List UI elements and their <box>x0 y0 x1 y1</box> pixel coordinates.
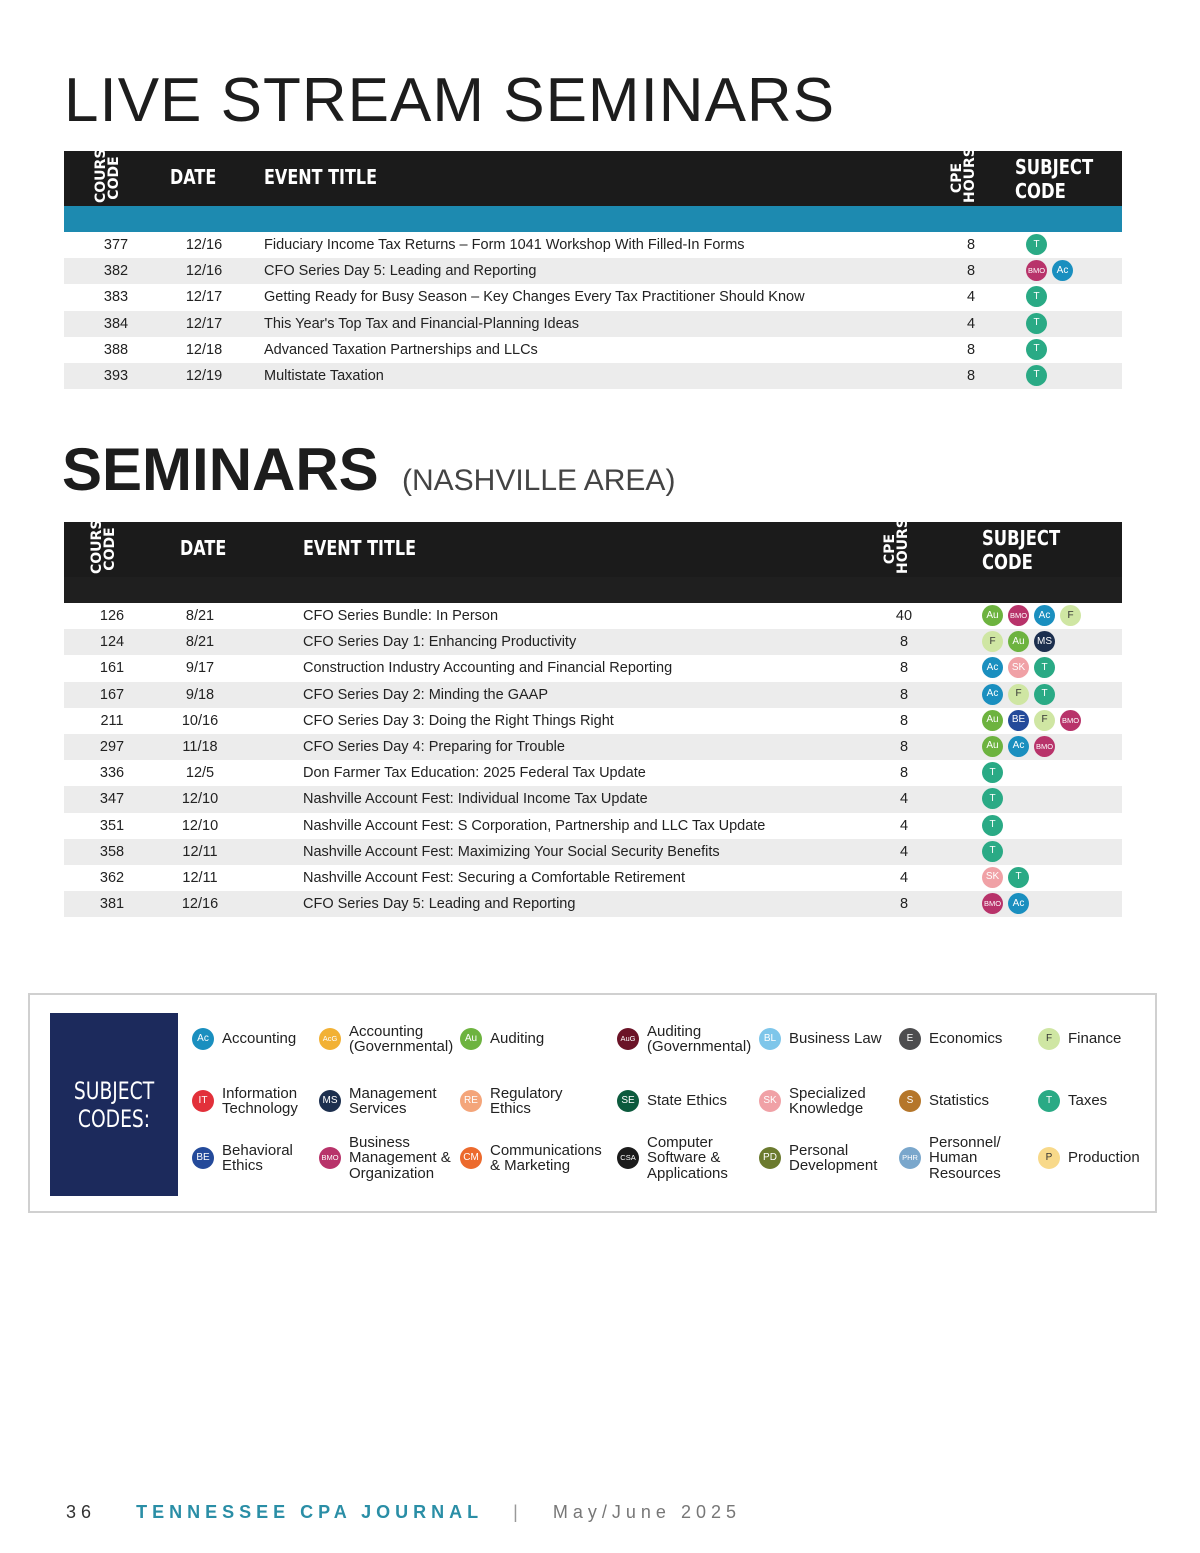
subject-badge-t-icon: T <box>1026 286 1047 307</box>
subject-badge-t-icon: T <box>1038 1090 1060 1112</box>
issue-date: May/June 2025 <box>552 1502 741 1522</box>
cpe-hours-cell: 8 <box>966 237 976 253</box>
subject-badge-bmo-icon: BMO <box>1008 605 1029 626</box>
event-title-cell: Getting Ready for Busy Season – Key Changes Every Tax Practitioner Should Know <box>264 289 805 306</box>
journal-name: TENNESSEE CPA JOURNAL <box>136 1502 484 1522</box>
live-stream-table <box>64 139 1122 389</box>
cpe-hours-cell: 8 <box>899 634 909 651</box>
legend-label: Specialized Knowledge <box>789 1084 866 1117</box>
subject-badge-ms-icon: MS <box>1034 631 1055 652</box>
page-number: 36 <box>66 1502 97 1522</box>
event-title-cell: Multistate Taxation <box>264 367 384 384</box>
footer-separator: | <box>513 1502 523 1522</box>
course-code-cell: 126 <box>99 608 125 624</box>
subject-badge-f-icon: F <box>982 631 1003 652</box>
subject-codes-heading: SUBJECT CODES: <box>73 1076 155 1133</box>
subject-badge-ms-icon: MS <box>319 1090 341 1112</box>
subject-code-cell <box>1026 286 1047 307</box>
event-title-cell: CFO Series Day 2: Minding the GAAP <box>303 686 548 703</box>
subject-badge-ac-icon: Ac <box>982 657 1003 678</box>
legend-label: Economics <box>929 1030 1003 1048</box>
subject-badge-s-icon: S <box>899 1090 921 1112</box>
date-cell: 12/5 <box>185 765 215 782</box>
legend-label: Personal Development <box>789 1141 878 1174</box>
date-cell: 9/18 <box>185 686 215 703</box>
subject-badge-t-icon: T <box>982 815 1003 836</box>
cpe-hours-cell: 8 <box>966 263 976 280</box>
date-cell: 10/16 <box>181 712 219 729</box>
subject-badge-au-icon: Au <box>1008 631 1029 652</box>
cpe-hours-cell: 4 <box>966 289 976 306</box>
subject-code-cell <box>982 788 1003 809</box>
seminars-subtitle: (NASHVILLE AREA) <box>402 464 676 497</box>
course-code-cell: 167 <box>99 686 125 703</box>
legend-item-e <box>899 1019 1002 1059</box>
legend-item-it <box>192 1081 334 1121</box>
legend-label: Production <box>1068 1149 1140 1167</box>
subject-code-cell <box>982 841 1003 862</box>
course-code-cell: 351 <box>99 817 125 834</box>
table-row <box>64 284 1122 310</box>
subject-badge-bmo-icon: BMO <box>1060 710 1081 731</box>
date-cell: 12/16 <box>181 896 219 913</box>
date-cell: 12/10 <box>181 817 219 834</box>
subject-badge-t-icon: T <box>1026 313 1047 334</box>
cpe-hours-cell: 4 <box>966 315 976 332</box>
legend-item-t <box>1038 1081 1107 1121</box>
subject-badge-bmo-icon: BMO <box>319 1147 341 1169</box>
legend-label: Regulatory Ethics <box>490 1084 563 1117</box>
table-row <box>64 682 1122 708</box>
date-cell: 9/17 <box>185 660 215 677</box>
subject-badge-t-icon: T <box>982 788 1003 809</box>
subject-badge-p-icon: P <box>1038 1147 1060 1169</box>
subject-code-cell <box>1026 234 1047 255</box>
legend-label: Finance <box>1068 1030 1122 1048</box>
live-stream-title: LIVE STREAM SEMINARS <box>64 66 836 135</box>
table-row <box>64 603 1122 629</box>
subject-badge-t-icon: T <box>1026 339 1047 360</box>
cpe-hours-cell: 4 <box>899 791 909 808</box>
table-row <box>64 337 1122 363</box>
subject-code-cell <box>982 631 1055 652</box>
cpe-hours-cell: 8 <box>899 660 909 677</box>
subject-badge-it-icon: IT <box>192 1090 214 1112</box>
date-cell: 12/10 <box>181 791 219 808</box>
cpe-hours-cell: 8 <box>966 341 976 358</box>
table-row <box>64 232 1122 258</box>
table-row <box>64 708 1122 734</box>
subject-code-cell <box>982 710 1081 731</box>
legend-item-acg <box>319 1019 461 1059</box>
subject-badge-be-icon: BE <box>1008 710 1029 731</box>
course-code-cell: 382 <box>103 263 129 280</box>
course-code-cell: 336 <box>99 765 125 782</box>
cpe-hours-cell: 8 <box>899 738 909 755</box>
subject-badge-ac-icon: Ac <box>1008 893 1029 914</box>
subject-badge-ac-icon: Ac <box>192 1028 214 1050</box>
legend-label: Business Law <box>789 1030 882 1048</box>
course-code-cell: 381 <box>99 896 125 913</box>
subject-code-cell <box>982 815 1003 836</box>
subject-badge-acg-icon: AcG <box>319 1028 341 1050</box>
table-band <box>64 577 1122 603</box>
table-row <box>64 839 1122 865</box>
table-row <box>64 786 1122 812</box>
cpe-hours-cell: 4 <box>899 817 909 834</box>
table-row <box>64 629 1122 655</box>
course-code-header: COURSE CODE <box>93 139 122 203</box>
cpe-hours-cell: 8 <box>899 896 909 913</box>
subject-code-header: SUBJECT CODE <box>1015 155 1094 203</box>
date-cell: 12/11 <box>182 843 218 860</box>
legend-label: Statistics <box>929 1092 990 1110</box>
table-band <box>64 206 1122 232</box>
legend-label: Communications & Marketing <box>490 1141 602 1174</box>
table-row <box>64 258 1122 284</box>
date-cell: 8/21 <box>185 634 215 651</box>
subject-badge-t-icon: T <box>1034 657 1055 678</box>
subject-badge-e-icon: E <box>899 1028 921 1050</box>
subject-badge-aug-icon: AuG <box>617 1028 639 1050</box>
legend-item-s <box>899 1081 989 1121</box>
event-title-cell: CFO Series Day 4: Preparing for Trouble <box>303 738 565 755</box>
date-cell: 12/18 <box>185 341 223 358</box>
subject-badge-au-icon: Au <box>460 1028 482 1050</box>
legend-label: Auditing (Governmental) <box>647 1022 752 1055</box>
event-title-cell: Advanced Taxation Partnerships and LLCs <box>264 341 538 358</box>
live-stream-rows <box>64 232 1122 389</box>
course-code-cell: 297 <box>99 738 125 755</box>
legend-label: Accounting (Governmental) <box>349 1022 454 1055</box>
legend-item-p <box>1038 1138 1140 1178</box>
legend-item-pd <box>759 1138 901 1178</box>
subject-badge-au-icon: Au <box>982 710 1003 731</box>
course-code-cell: 384 <box>103 315 129 332</box>
legend-item-re <box>460 1081 602 1121</box>
seminars-table <box>64 510 1122 917</box>
legend-item-phr <box>899 1133 1041 1182</box>
event-title-header: EVENT TITLE <box>303 536 417 560</box>
event-title-cell: Nashville Account Fest: Securing a Comfortable Retirement <box>303 869 686 886</box>
cpe-hours-cell: 8 <box>899 712 909 729</box>
subject-code-cell <box>1026 339 1047 360</box>
subject-badge-f-icon: F <box>1038 1028 1060 1050</box>
event-title-cell: Don Farmer Tax Education: 2025 Federal Tax Update <box>303 765 646 782</box>
legend-item-se <box>617 1081 727 1121</box>
legend-label: State Ethics <box>647 1092 728 1110</box>
table-header <box>64 510 1122 577</box>
seminars-rows <box>64 603 1122 917</box>
legend-item-ms <box>319 1081 461 1121</box>
subject-badge-f-icon: F <box>1008 684 1029 705</box>
subject-code-cell <box>982 893 1029 914</box>
cpe-hours-cell: 4 <box>899 843 909 860</box>
table-header <box>64 139 1122 206</box>
cpe-hours-header: CPE HOURS <box>882 518 911 574</box>
event-title-cell: CFO Series Day 5: Leading and Reporting <box>303 896 576 913</box>
event-title-cell: Nashville Account Fest: Maximizing Your Social Security Benefits <box>303 843 720 860</box>
subject-code-cell <box>982 762 1003 783</box>
subject-code-cell <box>982 657 1055 678</box>
subject-badge-sk-icon: SK <box>759 1090 781 1112</box>
cpe-hours-cell: 40 <box>895 608 913 624</box>
legend-item-be <box>192 1138 334 1178</box>
legend-label: Taxes <box>1068 1092 1108 1110</box>
subject-badge-ac-icon: Ac <box>982 684 1003 705</box>
cpe-hours-cell: 4 <box>899 869 909 886</box>
legend-label: Computer Software & Applications <box>647 1133 728 1182</box>
table-row <box>64 891 1122 917</box>
subject-code-cell <box>1026 260 1073 281</box>
date-cell: 12/17 <box>185 315 223 332</box>
legend-label: Personnel/ Human Resources <box>929 1133 1001 1182</box>
subject-badge-au-icon: Au <box>982 605 1003 626</box>
legend-item-aug <box>617 1019 759 1059</box>
legend-item-cm <box>460 1138 602 1178</box>
subject-badge-ac-icon: Ac <box>1052 260 1073 281</box>
subject-badge-cm-icon: CM <box>460 1147 482 1169</box>
date-cell: 8/21 <box>185 608 215 624</box>
cpe-hours-header: CPE HOURS <box>949 147 978 203</box>
date-header: DATE <box>180 536 227 560</box>
subject-badge-t-icon: T <box>1034 684 1055 705</box>
cpe-hours-cell: 8 <box>899 765 909 782</box>
subject-badge-bmo-icon: BMO <box>982 893 1003 914</box>
subject-badge-ac-icon: Ac <box>1034 605 1055 626</box>
subject-badge-f-icon: F <box>1034 710 1055 731</box>
subject-badge-t-icon: T <box>1026 365 1047 386</box>
table-row <box>64 363 1122 389</box>
subject-badge-f-icon: F <box>1060 605 1081 626</box>
subject-code-cell <box>982 605 1081 626</box>
cpe-hours-cell: 8 <box>966 367 976 384</box>
table-row <box>64 760 1122 786</box>
date-cell: 12/16 <box>185 237 223 253</box>
date-header: DATE <box>170 165 217 189</box>
page-footer <box>66 1502 741 1523</box>
subject-badge-bl-icon: BL <box>759 1028 781 1050</box>
subject-badge-csa-icon: CSA <box>617 1147 639 1169</box>
legend-item-bmo <box>319 1133 461 1182</box>
legend-item-au <box>460 1019 544 1059</box>
legend-item-sk <box>759 1081 901 1121</box>
event-title-cell: Nashville Account Fest: S Corporation, Partnership and LLC Tax Update <box>303 817 766 834</box>
subject-codes-heading-box <box>50 1013 178 1196</box>
subject-badge-t-icon: T <box>1026 234 1047 255</box>
date-cell: 12/16 <box>185 263 223 280</box>
table-row <box>64 813 1122 839</box>
event-title-cell: Fiduciary Income Tax Returns – Form 1041 Workshop With Filled-In Forms <box>264 237 745 253</box>
table-row <box>64 311 1122 337</box>
event-title-header: EVENT TITLE <box>264 165 378 189</box>
subject-code-header: SUBJECT CODE <box>982 526 1061 574</box>
subject-badge-se-icon: SE <box>617 1090 639 1112</box>
subject-code-cell <box>1026 365 1047 386</box>
course-code-cell: 358 <box>99 843 125 860</box>
subject-badge-sk-icon: SK <box>1008 657 1029 678</box>
legend-item-ac <box>192 1019 296 1059</box>
seminars-title: SEMINARS <box>62 436 379 503</box>
legend-item-csa <box>617 1133 759 1182</box>
table-row <box>64 655 1122 681</box>
subject-code-cell <box>982 867 1029 888</box>
subject-badge-t-icon: T <box>1008 867 1029 888</box>
course-code-cell: 362 <box>99 869 125 886</box>
date-cell: 11/18 <box>182 738 218 755</box>
legend-item-f <box>1038 1019 1121 1059</box>
legend-item-bl <box>759 1019 882 1059</box>
event-title-cell: CFO Series Day 5: Leading and Reporting <box>264 263 537 280</box>
subject-code-cell <box>982 684 1055 705</box>
subject-badge-t-icon: T <box>982 841 1003 862</box>
date-cell: 12/19 <box>185 367 223 384</box>
table-row <box>64 865 1122 891</box>
event-title-cell: CFO Series Day 3: Doing the Right Things Right <box>303 712 614 729</box>
course-code-cell: 393 <box>103 367 129 384</box>
legend-label: Accounting <box>222 1030 297 1048</box>
legend-label: Business Management & Organization <box>349 1133 451 1182</box>
event-title-cell: CFO Series Day 1: Enhancing Productivity <box>303 634 577 651</box>
course-code-cell: 347 <box>99 791 125 808</box>
subject-badge-au-icon: Au <box>982 736 1003 757</box>
course-code-cell: 377 <box>103 237 129 253</box>
table-row <box>64 734 1122 760</box>
course-code-cell: 388 <box>103 341 129 358</box>
event-title-cell: Nashville Account Fest: Individual Income Tax Update <box>303 791 648 808</box>
course-code-header: COURSE CODE <box>89 510 118 574</box>
subject-code-cell <box>982 736 1055 757</box>
subject-badge-bmo-icon: BMO <box>1034 736 1055 757</box>
course-code-cell: 124 <box>99 634 125 651</box>
subject-badge-bmo-icon: BMO <box>1026 260 1047 281</box>
event-title-cell: Construction Industry Accounting and Financial Reporting <box>303 660 673 677</box>
subject-badge-pd-icon: PD <box>759 1147 781 1169</box>
event-title-cell: This Year's Top Tax and Financial-Planning Ideas <box>264 315 579 332</box>
legend-label: Behavioral Ethics <box>222 1141 293 1174</box>
date-cell: 12/11 <box>182 869 218 886</box>
event-title-cell: CFO Series Bundle: In Person <box>303 608 499 624</box>
legend-label: Auditing <box>490 1030 545 1048</box>
course-code-cell: 211 <box>100 712 124 729</box>
legend-label: Management Services <box>349 1084 437 1117</box>
subject-badge-re-icon: RE <box>460 1090 482 1112</box>
course-code-cell: 161 <box>99 660 125 677</box>
cpe-hours-cell: 8 <box>899 686 909 703</box>
subject-badge-sk-icon: SK <box>982 867 1003 888</box>
legend-label: Information Technology <box>222 1084 298 1117</box>
subject-badge-be-icon: BE <box>192 1147 214 1169</box>
subject-badge-ac-icon: Ac <box>1008 736 1029 757</box>
date-cell: 12/17 <box>185 289 223 306</box>
subject-badge-t-icon: T <box>982 762 1003 783</box>
subject-codes-legend <box>28 993 1157 1213</box>
subject-badge-phr-icon: PHR <box>899 1147 921 1169</box>
subject-code-cell <box>1026 313 1047 334</box>
course-code-cell: 383 <box>103 289 129 306</box>
